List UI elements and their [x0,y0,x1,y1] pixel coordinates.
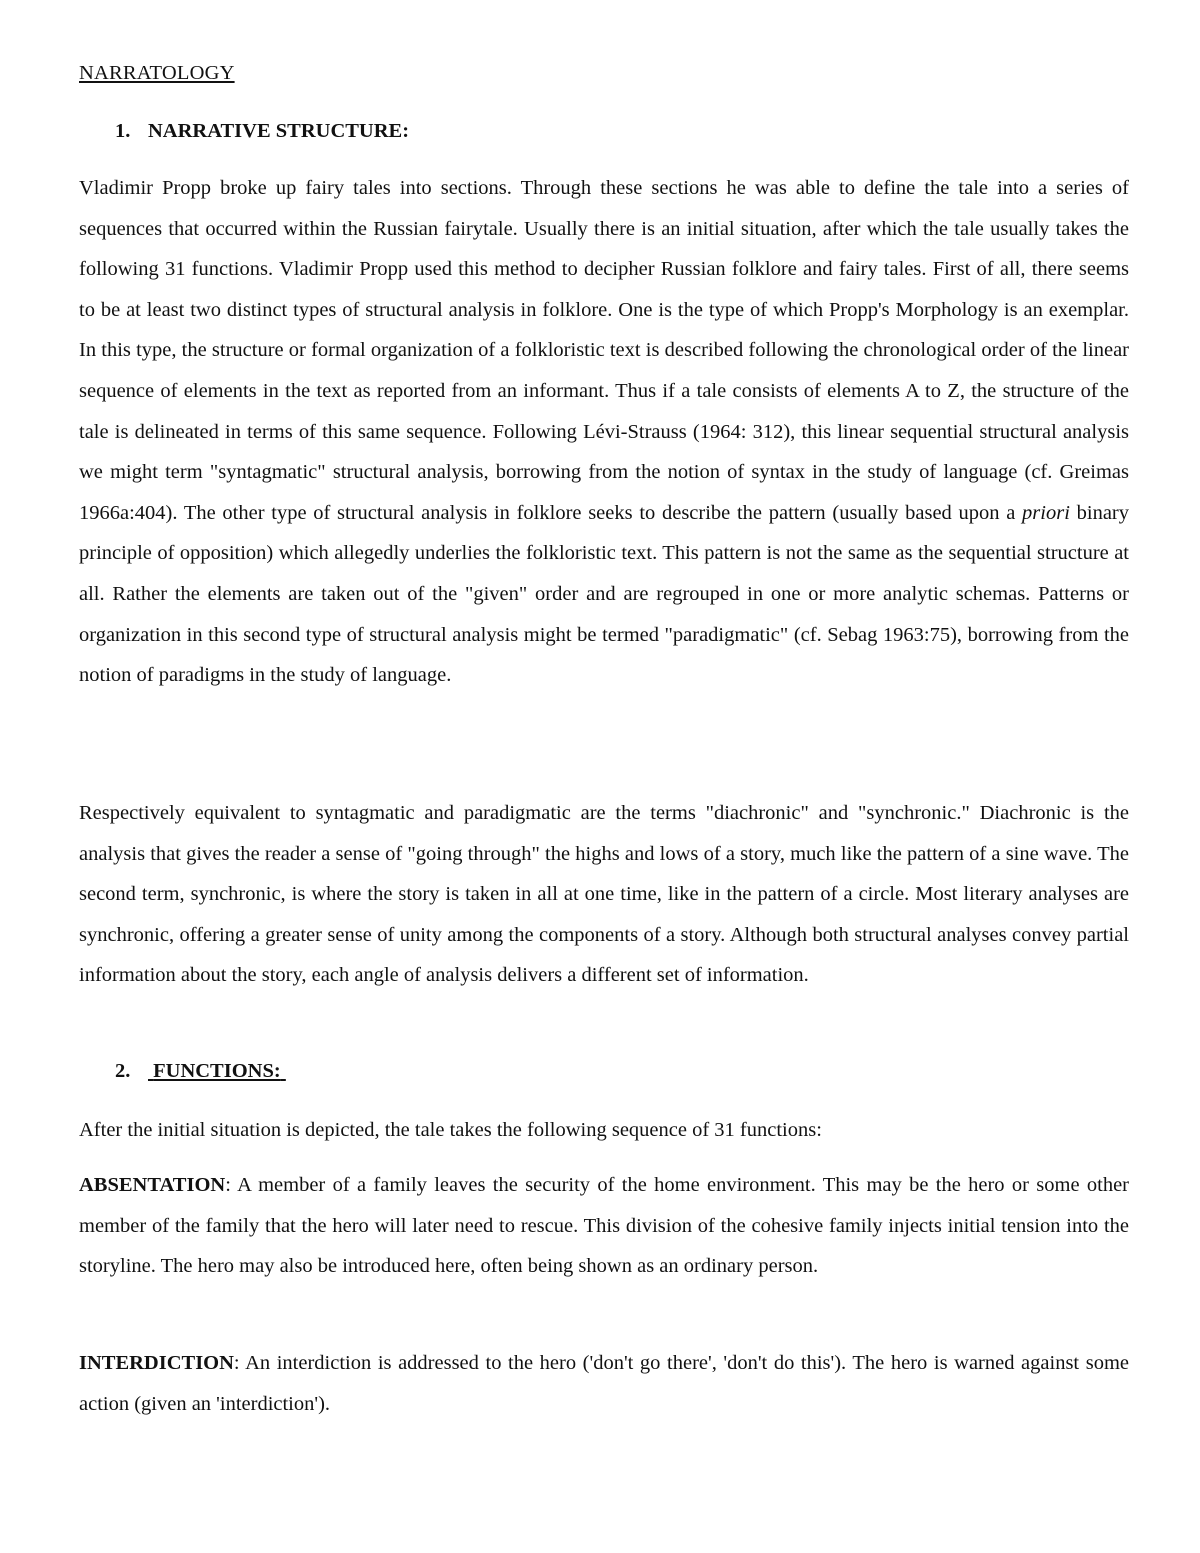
section-title: FUNCTIONS: [153,1060,281,1082]
paragraph-text: binary principle of opposition) which allegedly underlies the folkloristic text. This pattern is not the same as the sequential structure at all. Rather the elements are taken out of the "given" order and are regrouped in one or more analytic schemas. Patterns or organization in this second type of structural analysis might be termed "paradigmatic" (cf. Sebag 1963:75), borrowing from the notion of paradigms in the study of language. [79,501,1129,687]
document-title: NARRATOLOGY [79,62,235,84]
functions-intro: After the initial situation is depicted, the tale takes the following sequence of 31 functions: [79,1119,822,1141]
function-absentation [79,1165,1129,1287]
section-heading-narrative-structure [115,120,409,143]
paragraph-text: Vladimir Propp broke up fairy tales into sections. Through these sections he was able to define the tale into a series of sequences that occurred within the Russian fairytale. Usually there is an initial situation, after which the tale usually takes the following 31 functions. Vladimir Propp used this method to decipher Russian folklore and fairy tales. First of all, there seems to be at least two distinct types of structural analysis in folklore. One is the type of which Propp's Morphology is an exemplar. In this type, the structure or formal organization of a folkloristic text is described following the chronological order of the linear sequence of elements in the text as reported from an informant. Thus if a tale consists of elements A to Z, the structure of the tale is delineated in terms of this same sequence. Following Lévi-Strauss (1964: 312), this linear sequential structural analysis we might term "syntagmatic" structural analysis, borrowing from the notion of syntax in the study of language (cf. Greimas 1966a:404). The other type of structural analysis in folklore seeks to describe the pattern (usually based upon a [79,177,1129,524]
section-heading-functions [115,1060,286,1083]
function-interdiction [79,1343,1129,1424]
paragraph-narrative-structure [79,168,1129,696]
function-term: ABSENTATION [79,1174,226,1196]
section-number: 2. [115,1060,131,1082]
function-description: : An interdiction is addressed to the hero ('don't go there', 'don't do this'). The hero is warned against some action (given an 'interdiction'). [79,1352,1129,1415]
function-description: : A member of a family leaves the security of the home environment. This may be the hero or some other member of the family that the hero will later need to rescue. This division of the cohesive family injects initial tension into the storyline. The hero may also be introduced here, often being shown as an ordinary person. [79,1174,1129,1278]
section-title: NARRATIVE STRUCTURE: [148,120,410,142]
section-number: 1. [115,120,131,142]
function-term: INTERDICTION [79,1352,234,1374]
italic-term: priori [1022,501,1070,524]
paragraph-diachronic-synchronic: Respectively equivalent to syntagmatic and paradigmatic are the terms "diachronic" and "synchronic." Diachronic is the analysis that gives the reader a sense of "going through" the highs and lows of a story, much like the pattern of a sine wave. The second term, synchronic, is where the story is taken in all at one time, like in the pattern of a circle. Most literary analyses are synchronic, offering a greater sense of unity among the components of a story. Although both structural analyses convey partial information about the story, each angle of analysis delivers a different set of information. [79,802,1129,987]
